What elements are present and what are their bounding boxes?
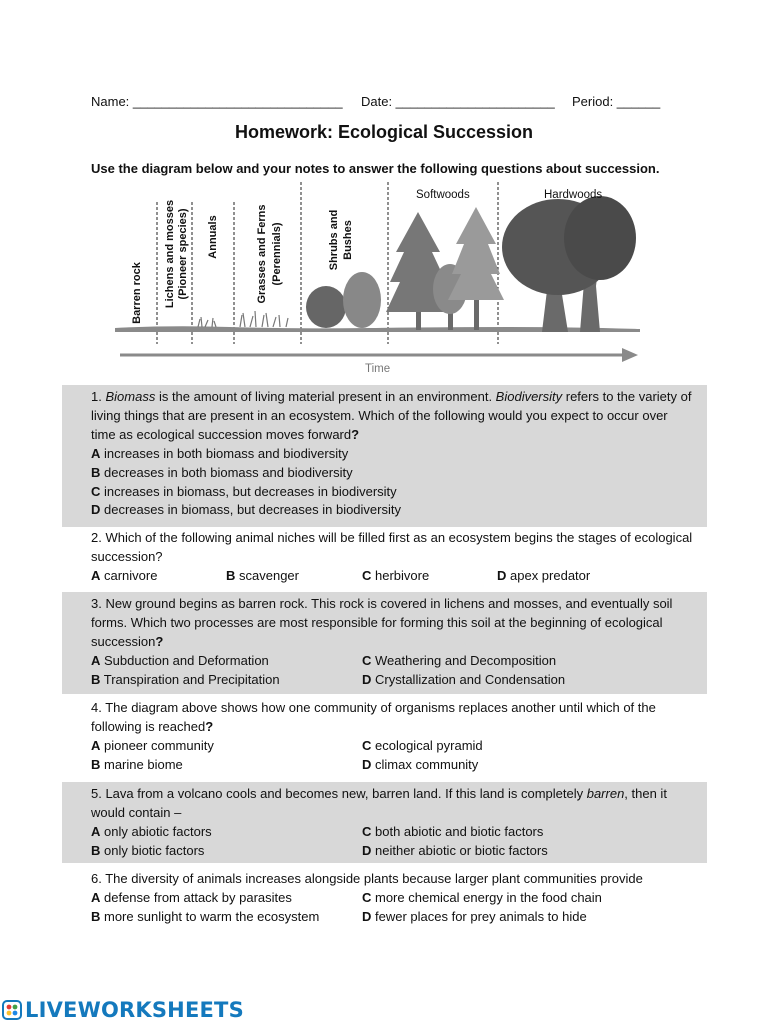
question-5-text: 5. Lava from a volcano cools and becomes new, barren land. If this land is completely barren, then it would contain – <box>91 786 667 820</box>
label-annuals: Annuals <box>207 215 219 259</box>
option-a[interactable]: A defense from attack by parasites <box>91 889 292 905</box>
period-field[interactable]: Period: ______ <box>572 94 661 109</box>
label-perennials: (Perennials) <box>271 222 283 286</box>
question-4 <box>62 699 707 779</box>
label-grasses-ferns: Grasses and Ferns <box>256 204 268 304</box>
option-a[interactable]: A pioneer community <box>91 737 214 753</box>
bush-icon <box>306 272 381 328</box>
option-c[interactable]: C increases in biomass, but decreases in biodiversity <box>91 483 397 499</box>
option-a[interactable]: A Subduction and Deformation <box>91 652 269 668</box>
option-d[interactable]: D fewer places for prey animals to hide <box>362 908 587 924</box>
option-b[interactable]: B Transpiration and Precipitation <box>91 671 280 687</box>
option-b[interactable]: B marine biome <box>91 756 183 772</box>
option-d[interactable]: D Crystallization and Condensation <box>362 671 566 687</box>
page-title: Homework: Ecological Succession <box>234 122 534 142</box>
label-hardwoods: Hardwoods <box>544 189 603 201</box>
question-5 <box>62 782 707 863</box>
option-c[interactable]: C more chemical energy in the food chain <box>362 889 602 905</box>
option-d[interactable]: D neither abiotic or biotic factors <box>362 842 548 858</box>
option-a[interactable]: A carnivore <box>91 567 158 583</box>
student-info-line <box>0 94 768 112</box>
question-1-text: 1. Biomass is the amount of living material present in an environment. Biodiversity refers to the variety of living things that are present in an ecosystem. Which of the following would you expect to occur over time as ecological succession moves forward? <box>91 389 692 442</box>
question-4-text: 4. The diagram above shows how one community of organisms replaces another until which of the following is reached? <box>91 700 656 734</box>
question-3-text: 3. New ground begins as barren rock. This rock is covered in lichens and mosses, and eventually soil forms. Which two processes are most responsible for forming this soil at the beginning of ecological succession? <box>91 596 673 649</box>
option-d[interactable]: D apex predator <box>497 567 591 583</box>
time-arrow <box>120 348 638 362</box>
date-field[interactable]: Date: ______________________ <box>361 94 555 109</box>
grass-icon <box>198 311 288 327</box>
question-1 <box>62 385 707 527</box>
question-2 <box>62 529 707 589</box>
question-6 <box>62 870 707 930</box>
instructions: Use the diagram below and your notes to answer the following questions about succession. <box>91 161 660 176</box>
label-bushes: Bushes <box>342 220 354 260</box>
label-barren-rock: Barren rock <box>131 262 143 324</box>
option-c[interactable]: C both abiotic and biotic factors <box>362 823 544 839</box>
question-3 <box>62 592 707 694</box>
option-b[interactable]: B decreases in both biomass and biodiversity <box>91 464 353 480</box>
logo-icon <box>2 1000 22 1020</box>
label-time: Time <box>365 363 391 375</box>
name-field[interactable]: Name: _____________________________ <box>91 94 343 109</box>
label-softwoods: Softwoods <box>416 189 470 201</box>
option-b[interactable]: B only biotic factors <box>91 842 205 858</box>
succession-diagram <box>110 182 650 377</box>
logo-text: LIVEWORKSHEETS <box>25 998 244 1022</box>
option-d[interactable]: D climax community <box>362 756 479 772</box>
question-6-text: 6. The diversity of animals increases alongside plants because larger plant communities provide <box>91 871 643 886</box>
label-pioneer-species: (Pioneer species) <box>177 208 189 300</box>
label-lichens-mosses: Lichens and mosses <box>164 199 176 309</box>
option-c[interactable]: C herbivore <box>362 567 430 583</box>
option-b[interactable]: B more sunlight to warm the ecosystem <box>91 908 320 924</box>
label-shrubs: Shrubs and <box>328 209 340 271</box>
option-d[interactable]: D decreases in biomass, but decreases in biodiversity <box>91 502 401 518</box>
option-b[interactable]: B scavenger <box>226 567 299 583</box>
option-a[interactable]: A only abiotic factors <box>91 823 212 839</box>
question-2-text: 2. Which of the following animal niches will be filled first as an ecosystem begins the stages of ecological succession? <box>91 530 693 564</box>
option-c[interactable]: C ecological pyramid <box>362 737 483 753</box>
option-a[interactable]: A increases in both biomass and biodiversity <box>91 445 349 461</box>
pine-tree-icon <box>386 207 504 330</box>
oak-tree-icon <box>502 196 636 332</box>
option-c[interactable]: C Weathering and Decomposition <box>362 652 557 668</box>
liveworksheets-logo[interactable] <box>2 997 244 1023</box>
